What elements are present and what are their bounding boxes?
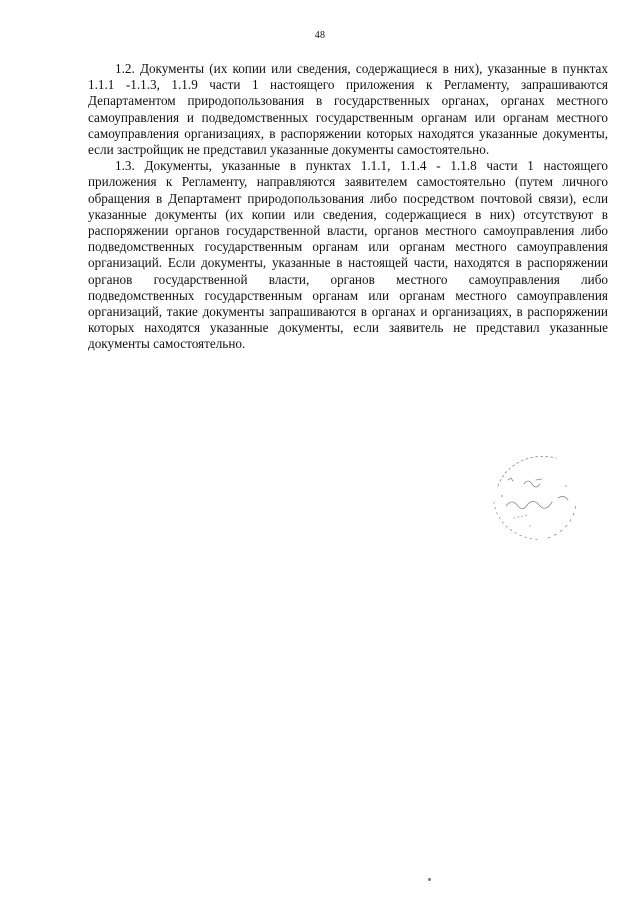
scan-speck xyxy=(428,878,431,881)
page-number: 48 xyxy=(314,30,326,41)
document-body xyxy=(88,61,608,353)
paragraph-1-2: 1.2. Документы (их копии или сведения, содержащиеся в них), указанные в пунктах 1.1.1 -1.1.3, 1.1.9 части 1 настоящего приложения к Регламенту, запрашиваются Департаментом природопользования в государственных органах, органах местного самоуправления и подведомственных государственным органам или органам местного самоуправления организациях, в распоряжении которых находятся указанные документы, если застройщик не представил указанные документы самостоятельно. xyxy=(88,61,608,158)
faint-seal-stamp xyxy=(478,440,590,552)
paragraph-1-3: 1.3. Документы, указанные в пунктах 1.1.1, 1.1.4 - 1.1.8 части 1 настоящего приложения к Регламенту, направляются заявителем самостоятельно (путем личного обращения в Департамент природопользования либо посредством почтовой связи), если указанные документы (их копии или сведения, содержащиеся в них) отсутствуют в распоряжении органов государственной власти, органов местного самоуправления либо подведомственных государственным органам или органам местного самоуправления организаций. Если документы, указанные в настоящей части, находятся в распоряжении органов государственной власти, органов местного самоуправления либо подведомственных государственным органам или органам местного самоуправления организаций, такие документы запрашиваются в органах и организациях, в распоряжении которых находятся указанные документы, если заявитель не представил указанные документы самостоятельно. xyxy=(88,158,608,352)
